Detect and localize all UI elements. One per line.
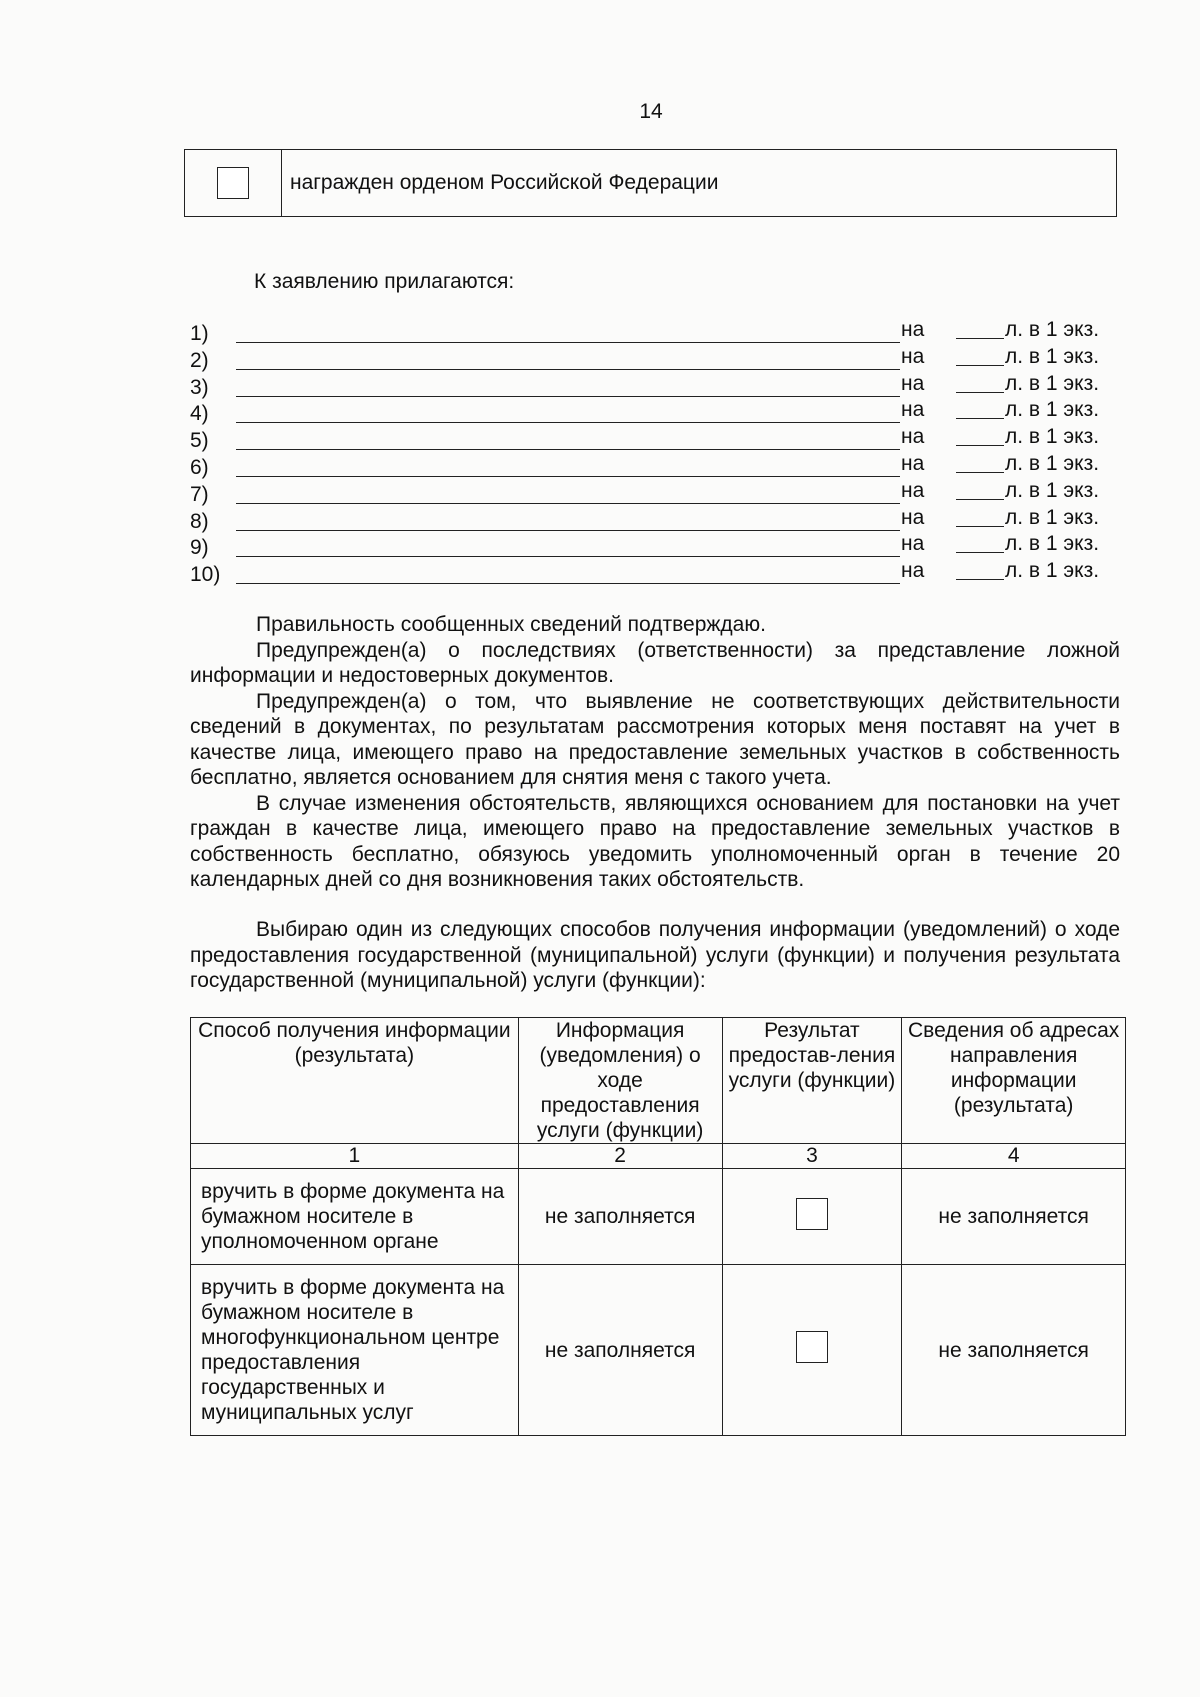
- attachment-suffix: л. в 1 экз.: [1005, 318, 1100, 341]
- attachment-name-field[interactable]: [236, 530, 900, 531]
- attachment-suffix: л. в 1 экз.: [1005, 371, 1100, 395]
- result-checkbox[interactable]: [796, 1198, 828, 1230]
- column-header: Сведения об адресах направления информации (результата): [902, 1018, 1126, 1144]
- attachment-row: [190, 398, 1120, 425]
- attachment-sheets-field[interactable]: [956, 499, 1004, 500]
- attachment-name-field[interactable]: [236, 422, 900, 423]
- attachment-name-field[interactable]: [236, 449, 900, 450]
- attachment-sheets-field[interactable]: [956, 472, 1004, 473]
- attachment-sheets-field[interactable]: [956, 526, 1004, 527]
- attachment-na-label: на: [901, 344, 925, 368]
- attachment-suffix: л. в 1 экз.: [1005, 559, 1100, 583]
- declaration-paragraph: В случае изменения обстоятельств, являющихся основанием для постановки на учет граждан в качестве лица, имеющего право на предоставление земельных участков в собственность бесплатно, обязуюсь уведомить уполномоченный орган в течение 20 календарных дней со дня возникновения таких обстоятельств.: [190, 791, 1120, 891]
- column-number: 3: [722, 1144, 902, 1169]
- attachment-row: [190, 532, 1120, 559]
- attachments-heading: К заявлению прилагаются:: [254, 270, 515, 293]
- attachment-na-label: на: [901, 532, 925, 556]
- column-number-row: [191, 1144, 1126, 1169]
- attachment-number: 10): [190, 563, 221, 587]
- attachment-number: 6): [190, 455, 209, 479]
- attachment-name-field[interactable]: [236, 476, 900, 477]
- address-cell: не заполняется: [902, 1265, 1126, 1436]
- method-cell: вручить в форме документа на бумажном носителе в уполномоченном органе: [191, 1169, 519, 1265]
- attachment-na-label: на: [901, 318, 925, 341]
- award-checkbox[interactable]: [217, 167, 249, 199]
- table-row: [191, 1265, 1126, 1436]
- attachment-suffix: л. в 1 экз.: [1005, 451, 1100, 475]
- attachment-number: 3): [190, 375, 209, 399]
- attachment-row: [190, 318, 1120, 345]
- methods-table: [190, 1017, 1126, 1436]
- info-cell: не заполняется: [518, 1265, 722, 1436]
- attachment-sheets-field[interactable]: [956, 392, 1004, 393]
- attachment-suffix: л. в 1 экз.: [1005, 505, 1100, 529]
- award-checkbox-cell: [185, 150, 282, 216]
- attachment-name-field[interactable]: [236, 503, 900, 504]
- attachment-name-field[interactable]: [236, 396, 900, 397]
- attachment-name-field[interactable]: [236, 342, 900, 343]
- methods-header-row: [191, 1018, 1126, 1144]
- column-header: Информация (уведомления) о ходе предоставления услуги (функции): [518, 1018, 722, 1144]
- award-option-row: [184, 149, 1117, 217]
- column-number: 1: [191, 1144, 519, 1169]
- declaration-paragraph: Предупрежден(а) о последствиях (ответственности) за представление ложной информации и недостоверных документов.: [190, 638, 1120, 687]
- address-cell: не заполняется: [902, 1169, 1126, 1265]
- attachment-number: 8): [190, 509, 209, 533]
- attachment-sheets-field[interactable]: [956, 338, 1004, 339]
- attachment-name-field[interactable]: [236, 369, 900, 370]
- choice-intro-block: [190, 917, 1120, 994]
- attachment-number: 1): [190, 322, 209, 345]
- attachment-sheets-field[interactable]: [956, 579, 1004, 580]
- page-number: 14: [639, 100, 663, 123]
- declaration-paragraph: Предупрежден(а) о том, что выявление не соответствующих действительности сведений в документах, по результатам рассмотрения которых меня поставят на учет в качестве лица, имеющего право на предоставление земельных участков в собственность бесплатно, является основанием для снятия меня с такого учета.: [190, 689, 1120, 789]
- attachment-na-label: на: [901, 451, 925, 475]
- attachment-sheets-field[interactable]: [956, 365, 1004, 366]
- attachment-na-label: на: [901, 505, 925, 529]
- column-header: Способ получения информации (результата): [191, 1018, 519, 1144]
- info-cell: не заполняется: [518, 1169, 722, 1265]
- attachment-sheets-field[interactable]: [956, 445, 1004, 446]
- attachment-row: [190, 425, 1120, 452]
- choice-intro-paragraph: Выбираю один из следующих способов получения информации (уведомлений) о ходе предоставления государственной (муниципальной) услуги (функции) и получения результата государственной (муниципальной) услуги (функции):: [190, 918, 1120, 992]
- attachment-suffix: л. в 1 экз.: [1005, 398, 1100, 422]
- attachment-suffix: л. в 1 экз.: [1005, 425, 1100, 449]
- column-number: 4: [902, 1144, 1126, 1169]
- attachment-number: 5): [190, 429, 209, 453]
- declarations-block: [190, 612, 1120, 893]
- attachment-suffix: л. в 1 экз.: [1005, 532, 1100, 556]
- attachment-name-field[interactable]: [236, 556, 900, 557]
- attachment-number: 7): [190, 482, 209, 506]
- attachment-na-label: на: [901, 425, 925, 449]
- attachment-suffix: л. в 1 экз.: [1005, 478, 1100, 502]
- attachment-sheets-field[interactable]: [956, 552, 1004, 553]
- result-cell: [722, 1265, 902, 1436]
- attachment-row: [190, 559, 1120, 586]
- attachment-name-field[interactable]: [236, 583, 900, 584]
- attachment-number: 2): [190, 348, 209, 372]
- attachment-row: [190, 452, 1120, 479]
- attachment-na-label: на: [901, 478, 925, 502]
- attachment-na-label: на: [901, 371, 925, 395]
- attachment-na-label: на: [901, 398, 925, 422]
- result-checkbox[interactable]: [796, 1331, 828, 1363]
- attachment-row: [190, 506, 1120, 533]
- declaration-paragraph: Правильность сообщенных сведений подтверждаю.: [256, 613, 766, 636]
- award-option-label: награжден орденом Российской Федерации: [290, 171, 719, 194]
- attachment-number: 4): [190, 402, 209, 426]
- attachment-suffix: л. в 1 экз.: [1005, 344, 1100, 368]
- attachment-row: [190, 345, 1120, 372]
- attachment-na-label: на: [901, 559, 925, 583]
- column-number: 2: [518, 1144, 722, 1169]
- column-header: Результат предостав-ления услуги (функции): [722, 1018, 902, 1144]
- attachment-sheets-field[interactable]: [956, 418, 1004, 419]
- attachment-row: [190, 372, 1120, 399]
- table-row: [191, 1169, 1126, 1265]
- result-cell: [722, 1169, 902, 1265]
- attachments-list: [190, 318, 1120, 586]
- attachment-row: [190, 479, 1120, 506]
- method-cell: вручить в форме документа на бумажном носителе в многофункциональном центре предоставления государственных и муниципальных услуг: [191, 1265, 519, 1436]
- attachment-number: 9): [190, 536, 209, 560]
